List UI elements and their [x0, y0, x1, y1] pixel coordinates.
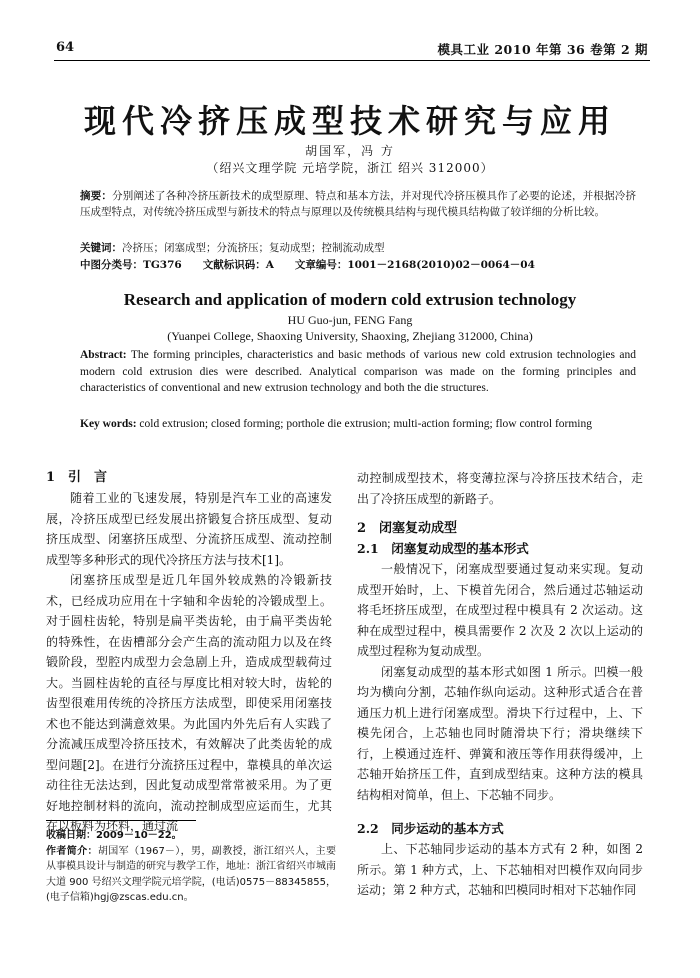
- footnote-received: 收稿日期：2009－10－22。: [46, 830, 182, 841]
- abstract-en-label: Abstract:: [80, 349, 127, 361]
- keywords-en-label: Key words:: [80, 418, 137, 430]
- keywords-en-text: cold extrusion; closed forming; porthole die extrusion; multi-action forming; flow control forming: [139, 418, 592, 430]
- title-en: Research and application of modern cold extrusion technology: [123, 290, 577, 309]
- keywords-zh-label: 关键词：: [80, 242, 122, 254]
- abstract-en-text: The forming principles, characteristics and basic methods of various new cold extrusion technologies and modern cold extrusion dies were described. Analytical comparison was made on the forming principles and characteristics of conventional and new extrusion technology and both the die structures.: [80, 349, 636, 394]
- abstract-en: [80, 347, 636, 397]
- footnote: [46, 828, 336, 906]
- title-zh: 现代冷挤压成型技术研究与应用: [83, 102, 616, 140]
- section-2-2-paragraph-1: 上、下芯轴同步运动的基本方式有 2 种，如图 2 所示。第 1 种方式，上、下芯轴相对凹模作双向同步运动；第 2 种方式，芯轴和凹模同时相对下芯轴作同: [357, 842, 643, 897]
- abstract-zh: [80, 188, 636, 220]
- column-2-paragraph-1: 动控制成型技术，将变薄拉深与冷挤压技术结合，走出了冷挤压成型的新路子。: [357, 471, 643, 506]
- affiliation-zh: （绍兴文理学院 元培学院，浙江 绍兴 312000）: [206, 161, 494, 175]
- section-2-1-heading: 2.1 闭塞复动成型的基本形式: [357, 541, 529, 556]
- affiliation-en: (Yuanpei College, Shaoxing University, Shaoxing, Zhejiang 312000, China): [167, 329, 533, 343]
- abstract-zh-text: 分别阐述了各种冷挤压新技术的成型原理、特点和基本方法，并对现代冷挤压模具作了必要的论述，并根据冷挤压成型特点，对传统冷挤压成型与新技术的特点与原理以及传统模具结构与现代模具结构做了较详细的分析比较。: [80, 190, 637, 218]
- section-2-2-heading: 2.2 同步运动的基本方式: [357, 821, 504, 836]
- keywords-zh-text: 冷挤压；闭塞成型；分流挤压；复动成型；控制流动成型: [122, 242, 385, 254]
- section-2-heading: 2 闭塞复动成型: [357, 521, 458, 536]
- authors-zh: 胡国军，冯 方: [305, 144, 395, 158]
- footnote-author-text: 胡国军（1967－），男，副教授，浙江绍兴人，主要从事模具设计与制造的研究与教学工作，地址：浙江省绍兴市城南大道 900 号绍兴文理学院元培学院，(电话)0575－88345855，(电子信箱)hgj@zscas.edu.cn。: [46, 845, 337, 903]
- body-column-right: [357, 468, 643, 901]
- header-rule: [54, 60, 650, 61]
- footnote-author: [46, 844, 336, 906]
- keywords-zh: [80, 240, 636, 256]
- section-2-1-paragraph-1: 一般情况下，闭塞成型要通过复动来实现。复动成型开始时，上、下模首先闭合，然后通过芯轴运动将毛坯挤压成型，在成型过程中模具有 2 次运动。这种在成型过程中，模具需要作 2 次及 2 次以上运动的成型过程称为复动成型。: [357, 562, 643, 658]
- classification-line: 中图分类号：TG376 文献标识码：A 文章编号：1001－2168(2010)02－0064－04: [80, 259, 535, 271]
- page-number: 64: [56, 40, 75, 55]
- section-1-paragraph-2: 闭塞挤压成型是近几年国外较成熟的冷锻新技术，已经成功应用在十字轴和伞齿轮的冷锻成型上。对于圆柱齿轮，特别是扁平类齿轮，由于扁平类齿轮的特殊性，在齿槽部分会产生高的流动阻力以及在终锻阶段，型腔内成型力会急剧上升，造成成型载荷过大。当圆柱齿轮的直径与厚度比相对较大时，齿轮的齿型很难用传统的冷挤压方法成型，即使采用闭塞技术也不能达到满意效果。为此国内外先后有人实践了分流减压成型冷挤压技术，有效解决了此类齿轮的成型问题[2]。在进行分流挤压过程中，靠模具的单次运动往往无法达到，因此复动成型常常被采用。为了更好地控制材料的流向，流动控制成型应运而生，尤其在以板料为坯料，通过流: [46, 573, 332, 833]
- journal-header: 模具工业 2010 年第 36 卷第 2 期: [437, 42, 648, 57]
- section-2-1-paragraph-2: 闭塞复动成型的基本形式如图 1 所示。凹模一般均为横向分割，芯轴作纵向运动。这种形式适合在普通压力机上进行闭塞成型。滑块下行过程中，上、下模先闭合，上芯轴也同时随滑块下行；滑块继续下行，上模通过连杆、弹簧和液压等作用获得缓冲，上芯轴开始挤压工件，直到成型结束。这种方法的模具结构相对简单，但上、下芯轴不同步。: [357, 664, 643, 802]
- keywords-en: [80, 416, 636, 433]
- footnote-author-label: 作者简介：: [46, 845, 98, 857]
- section-1-paragraph-1: 随着工业的飞速发展，特别是汽车工业的高速发展，冷挤压成型已经发展出挤锻复合挤压成型、复动挤压成型、闭塞挤压成型、分流挤压成型、流动控制成型等多种形式的现代冷挤压方法与技术[1]。: [46, 491, 332, 567]
- footnote-rule: [46, 820, 196, 821]
- section-1-heading: 1 引 言: [46, 470, 108, 485]
- authors-en: HU Guo-jun, FENG Fang: [287, 313, 413, 327]
- abstract-zh-label: 摘要：: [80, 190, 113, 202]
- body-column-left: [46, 468, 332, 837]
